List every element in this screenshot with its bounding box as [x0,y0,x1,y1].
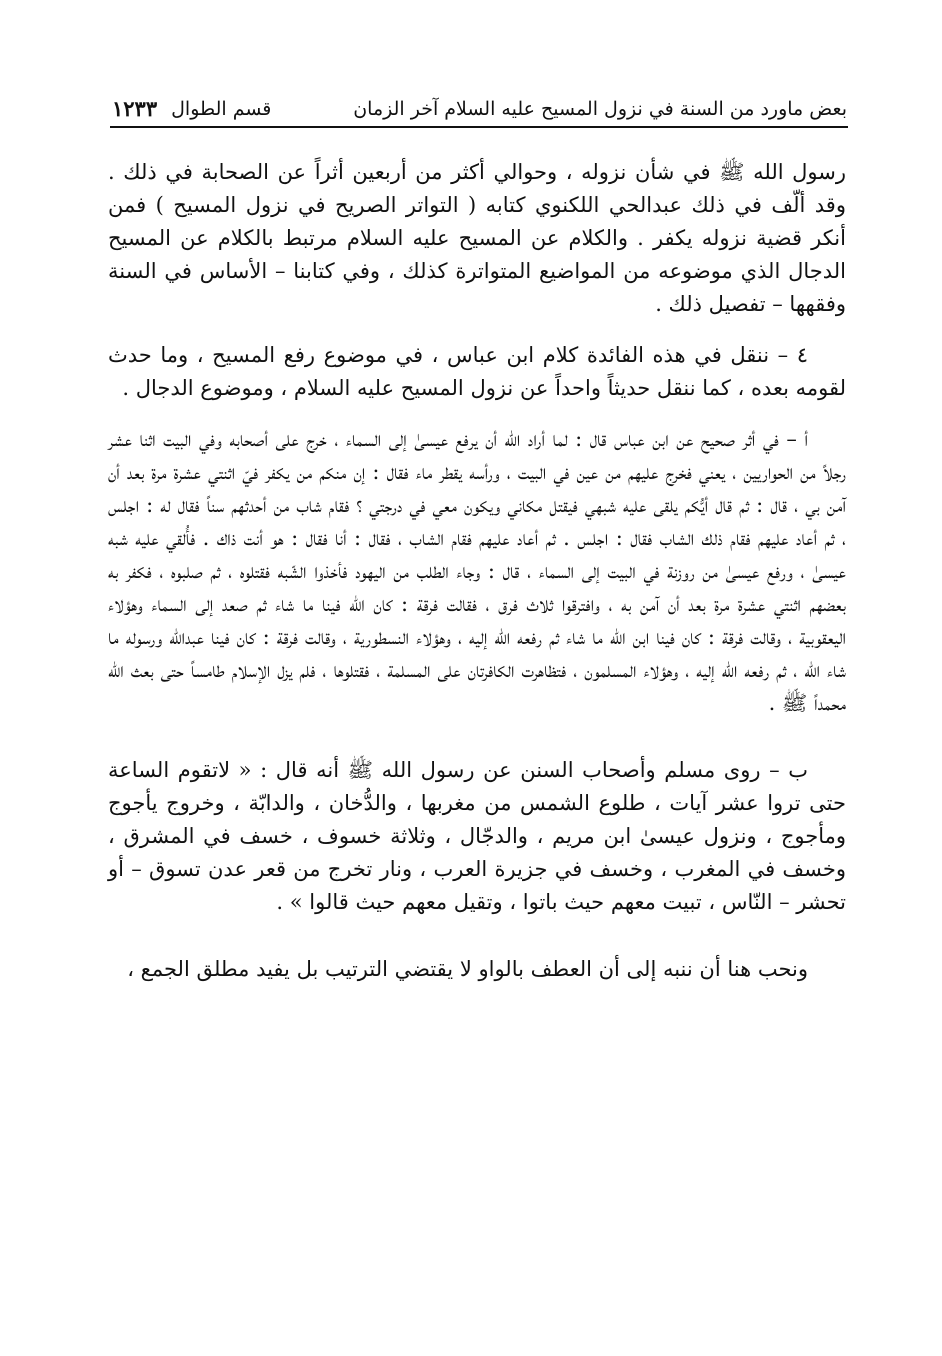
paragraph-hadith-ten-signs: ب – روى مسلم وأصحاب السنن عن رسول الله ﷺ أنه قال : « لاتقوم الساعة حتى تروا عشر آيات ، طلوع الشمس من مغربها ، والدُّخان ، والدابّة ، وخروج يأجوج ومأجوج ، ونزول عيسىٰ ابن مريم ، والدجّال ، وثلاثة خسوف ، خسف في المشرق ، وخسف في المغرب ، وخسف في جزيرة العرب ، ونار تخرج من قعر عدن تسوق – أو تحشر – النّاس ، تبيت معهم حيث باتوا ، وتقيل معهم حيث قالوا » . [108,758,846,914]
page-number: ١٢٣٣ [112,96,158,121]
body-text [108,156,846,986]
paragraph-point-4: ٤ – ننقل في هذه الفائدة كلام ابن عباس ، في موضوع رفع المسيح ، وما حدث لقومه بعده ، كما ننقل حديثاً واحداً عن نزول المسيح عليه السلام ، وموضوع الدجال . [108,343,846,400]
header-section: قسم الطوال [171,98,272,120]
header-left-group [112,96,271,122]
paragraph-athar-ibn-abbas: أ – في أثر صحيح عن ابن عباس قال : لما أراد الله أن يرفع عيسىٰ إلى السماء ، خرج على أصحابه وفي البيت اثنا عشر رجلاً من الحواريين ، يعني فخرج عليهم من عين في البيت ، ورأسه يقطر ماء فقال : إن منكم من يكفر فيّ اثنتي عشرة مرة بعد أن آمن بي ، قال : ثم قال أيُّكم يلقى عليه شبهي فيقتل مكاني ويكون معي في درجتي ؟ فقام شاب من أحدثهم سناً فقال له : اجلس ، ثم أعاد عليهم فقام ذلك الشاب فقال : اجلس . ثم أعاد عليهم فقام الشاب ، فقال : أنا فقال : هو أنت ذاك . فأُلقي عليه شبه عيسىٰ ، ورفع عيسىٰ من روزنة في البيت إلى السماء ، قال : وجاء الطلب من اليهود فأخذوا الشّبه فقتلوه ، ثم صلبوه ، فكفر به بعضهم اثنتي عشرة مرة بعد أن آمن به ، وافترقوا ثلاث فرق ، فقالت فرقة : كان الله فينا ما شاء ثم صعد إلى السماء وهؤلاء اليعقوبية ، وقالت فرقة : كان فينا ابن الله ما شاء ثم رفعه الله إليه ، وهؤلاء النسطورية ، وقالت فرقة : كان فينا عبدالله ورسوله ما شاء الله ، ثم رفعه الله إليه ، وهؤلاء المسلمون ، فتظاهرت الكافرتان على المسلمة ، فقتلوها ، فلم يزل الإسلام طامساً حتى بعث الله محمداً ﷺ . [108,427,846,715]
header-title: بعض ماورد من السنة في نزول المسيح عليه السلام آخر الزمان [353,98,847,120]
header-rule [110,126,848,128]
running-header [112,86,847,122]
paragraph-note-conjunction: ونحب هنا أن ننبه إلى أن العطف بالواو لا يقتضي الترتيب بل يفيد مطلق الجمع ، [127,957,808,981]
paragraph-intro: رسول الله ﷺ في شأن نزوله ، وحوالي أكثر من أربعين أثراً عن الصحابة في ذلك . وقد ألّف في ذلك عبدالحي اللكنوي كتابه ( التواتر الصريح في نزول المسيح ) فمن أنكر قضية نزوله يكفر . والكلام عن المسيح عليه السلام مرتبط بالكلام عن المسيح الدجال الذي موضوعه من المواضيع المتواترة كذلك ، وفي كتابنا – الأساس في السنة وفقهها – تفصيل ذلك . [108,160,846,316]
